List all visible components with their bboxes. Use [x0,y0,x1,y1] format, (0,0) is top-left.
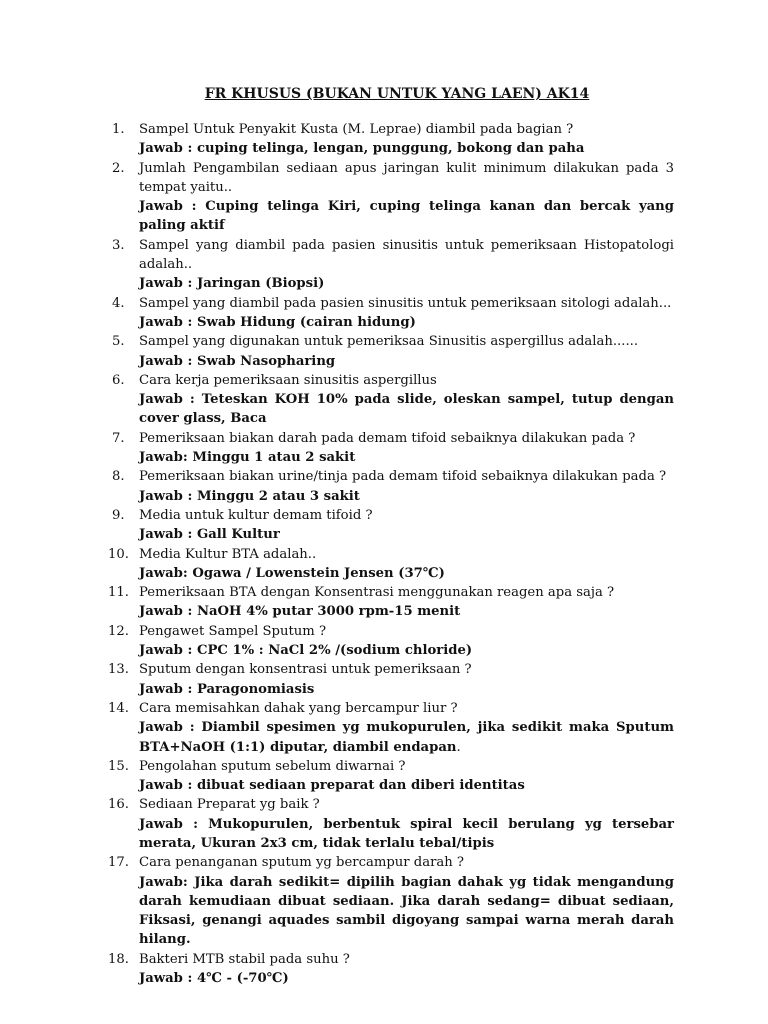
question-text: Pengolahan sputum sebelum diwarnai ? [139,758,406,774]
answer-main: Jawab : Mukopurulen, berbentuk spiral kecil berulang yg tersebar merata, Ukuran 2x3 cm, tidak terlalu tebal/tipis [139,816,674,851]
item-number: 4. [112,295,125,311]
answer-text [139,274,674,293]
list-item [112,236,674,294]
item-number: 12. [108,623,129,639]
answer-text [139,602,674,621]
question-text: Sampel yang diambil pada pasien sinusitis untuk pemeriksaan Histopatologi adalah.. [139,237,674,273]
answer-text [139,448,674,467]
item-number: 6. [112,372,125,388]
answer-text [139,390,674,429]
answer-text [139,313,674,332]
item-number: 8. [112,469,125,485]
answer-text [139,776,674,795]
answer-main: Jawab: Ogawa / Lowenstein Jensen (37℃) [139,565,445,581]
item-number: 10. [108,546,129,562]
list-item [112,120,674,159]
answer-main: Jawab : Jaringan (Biopsi) [139,276,325,292]
item-number: 18. [108,951,129,967]
answer-text [139,487,674,506]
item-number: 15. [108,758,129,774]
answer-text [139,873,674,950]
item-number: 11. [108,585,129,601]
item-number: 14. [108,700,129,716]
list-item [112,467,674,506]
answer-main: Jawab : dibuat sediaan preparat dan diberi identitas [139,778,525,794]
answer-main: Jawab : 4℃ - (-70℃) [139,971,289,987]
document-title: FR KHUSUS (BUKAN UNTUK YANG LAEN) AK14 [204,86,590,102]
answer-main: Jawab: Minggu 1 atau 2 sakit [139,450,356,466]
question-text: Jumlah Pengambilan sediaan apus jaringan kulit minimum dilakukan pada 3 tempat yaitu.. [139,160,674,195]
answer-text [139,525,674,544]
item-number: 7. [112,430,125,446]
answer-text [139,680,674,699]
answer-main: Jawab : cuping telinga, lengan, punggung, bokong dan paha [139,141,585,157]
qa-list [108,120,674,988]
list-item [108,853,674,949]
item-number: 17. [108,855,129,871]
list-item [112,429,674,468]
item-number: 3. [112,237,125,253]
question-text: Pemeriksaan biakan darah pada demam tifoid sebaiknya dilakukan pada ? [139,430,636,446]
list-item [112,371,674,429]
answer-main: Jawab : Teteskan KOH 10% pada slide, oleskan sampel, tutup dengan cover glass, Baca [139,392,674,427]
item-number: 1. [112,122,125,137]
question-text: Cara kerja pemeriksaan sinusitis aspergillus [139,372,437,388]
list-item [108,699,674,757]
answer-text [139,564,674,583]
item-number: 9. [112,507,125,523]
question-text: Cara memisahkan dahak yang bercampur liur ? [139,700,458,716]
question-text: Sampel yang diambil pada pasien sinusitis untuk pemeriksaan sitologi adalah... [139,295,672,311]
answer-main: Jawab : Swab Hidung (cairan hidung) [139,314,416,330]
answer-tail: . [456,739,461,755]
answer-text [139,641,674,660]
list-item [112,294,674,333]
answer-text [139,197,674,236]
question-text: Pengawet Sampel Sputum ? [139,623,327,639]
question-text: Sputum dengan konsentrasi untuk pemeriksaan ? [139,662,472,678]
answer-text [139,352,674,371]
answer-text [139,139,674,158]
question-text: Cara penanganan sputum yg bercampur darah ? [139,855,464,871]
answer-main: Jawab : Minggu 2 atau 3 sakit [139,488,360,504]
list-item [108,545,674,584]
question-text: Sediaan Preparat yg baik ? [139,797,320,813]
question-text: Sampel yang digunakan untuk pemeriksaa Sinusitis aspergillus adalah...... [139,334,639,350]
list-item [108,622,674,661]
answer-text [139,815,674,854]
list-item [112,506,674,545]
list-item [112,159,674,236]
list-item [112,332,674,371]
question-text: Media untuk kultur demam tifoid ? [139,507,373,523]
list-item [108,660,674,699]
question-text: Media Kultur BTA adalah.. [139,546,317,562]
answer-text [139,718,674,757]
answer-main: Jawab : CPC 1% : NaCl 2% /(sodium chloride) [139,643,473,659]
list-item [108,795,674,853]
question-text: Pemeriksaan BTA dengan Konsentrasi menggunakan reagen apa saja ? [139,585,615,601]
item-number: 2. [112,160,125,176]
list-item [108,583,674,622]
answer-main: Jawab : Swab Nasopharing [139,353,336,369]
answer-main: Jawab : NaOH 4% putar 3000 rpm-15 menit [139,604,461,620]
answer-main: Jawab : Diambil spesimen yg mukopurulen, jika sedikit maka Sputum BTA+NaOH (1:1) diputar, diambil endapan [139,720,674,755]
list-item [108,757,674,796]
answer-main: Jawab : Gall Kultur [139,527,280,543]
question-text: Sampel Untuk Penyakit Kusta (M. Leprae) diambil pada bagian ? [139,122,574,137]
answer-main: Jawab : Paragonomiasis [139,681,315,697]
question-text: Bakteri MTB stabil pada suhu ? [139,951,350,967]
item-number: 13. [108,662,129,678]
list-item [108,950,674,989]
item-number: 16. [108,797,129,813]
answer-main: Jawab: Jika darah sedikit= dipilih bagian dahak yg tidak mengandung darah kemudiaan dibuat sediaan. Jika darah sedang= dibuat sediaan, Fiksasi, genangi aquades sambil digoyang sampai warna merah darah hilang. [139,874,674,948]
item-number: 5. [112,334,125,350]
question-text: Pemeriksaan biakan urine/tinja pada demam tifoid sebaiknya dilakukan pada ? [139,469,667,485]
answer-text [139,969,674,988]
answer-main: Jawab : Cuping telinga Kiri, cuping telinga kanan dan bercak yang paling aktif [139,199,674,234]
